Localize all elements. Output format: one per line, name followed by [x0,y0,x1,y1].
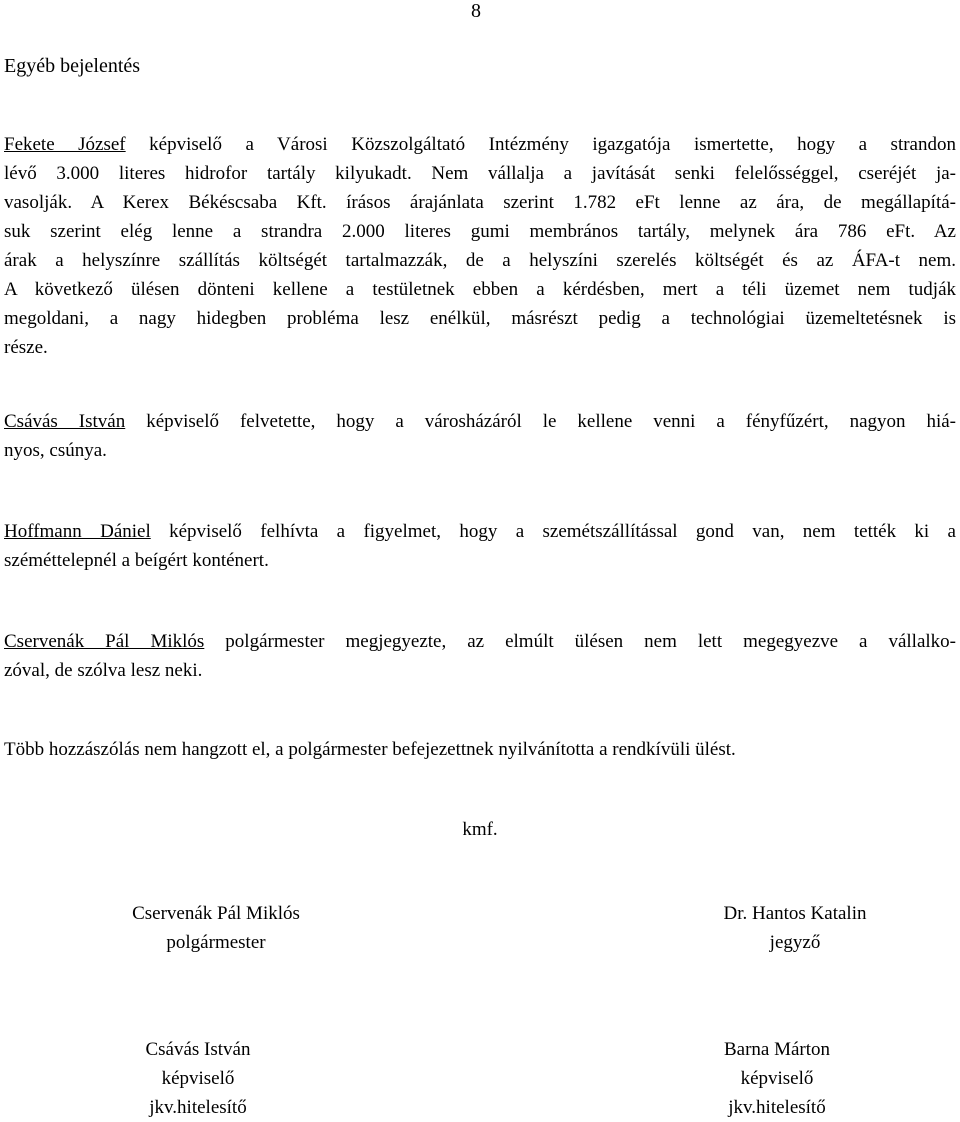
paragraph-line: része. [4,337,48,358]
signature-authenticator-2 [683,1035,871,1122]
kmf-label: kmf. [462,819,498,840]
signatory-name: Barna Márton [723,1039,831,1060]
page-number: 8 [471,0,481,22]
signatory-title: jegyző [769,932,821,953]
paragraph-line: suk szerint elég lenne a strandra 2.000 literes gumi membrános tartály, melynek ára 786 eFt. Az [4,221,956,242]
signatory-title: jkv.hitelesítő [149,1097,247,1118]
signature-notary [690,899,900,957]
paragraph-line: Több hozzászólás nem hangzott el, a polgármester befejezettnek nyilvánította a rendkívüli ülést. [4,739,736,760]
signature-authenticator-1 [108,1035,288,1122]
signature-mayor [103,899,329,957]
signatory-name: Cservenák Pál Miklós [132,903,300,924]
paragraph-line: széméttelepnél a beígért konténert. [4,550,269,571]
section-title: Egyéb bejelentés [4,55,141,77]
paragraph-line: árak a helyszínre szállítás költségét tartalmazzák, de a helyszíni szerelés költségét és az ÁFA-t nem. [4,250,956,271]
signatory-role: képviselő [740,1068,814,1089]
paragraph-line: lévő 3.000 literes hidrofor tartály kilyukadt. Nem vállalja a javítását senki felelősséggel, cseréjét ja- [4,163,956,184]
signatory-title: polgármester [166,932,266,953]
signatory-role: képviselő [161,1068,235,1089]
paragraph-line: vasolják. A Kerex Békéscsaba Kft. írásos árajánlata szerint 1.782 eFt lenne az ára, de megállapítá- [4,192,956,213]
paragraph-closing [4,735,956,764]
paragraph-line: nyos, csúnya. [4,440,107,461]
person-name-link: Csávás István [4,411,126,432]
paragraph-line: megoldani, a nagy hidegben probléma lesz enélkül, másrészt pedig a technológiai üzemeltetésnek is [4,308,956,329]
person-name-link: Hoffmann Dániel [4,521,151,542]
paragraph-hoffmann [4,517,956,575]
paragraph-line: Hoffmann Dániel képviselő felhívta a figyelmet, hogy a szemétszállítással gond van, nem tették ki a [4,521,956,542]
signatory-name: Csávás István [145,1039,251,1060]
paragraph-csavas [4,407,956,465]
paragraph-line: Fekete József képviselő a Városi Közszolgáltató Intézmény igazgatója ismertette, hogy a strandon [4,134,956,155]
paragraph-line: Csávás István képviselő felvetette, hogy a városházáról le kellene venni a fényfűzért, nagyon hiá- [4,411,957,432]
signatory-title: jkv.hitelesítő [728,1097,826,1118]
paragraph-cservenak [4,627,956,685]
paragraph-fekete [4,130,956,362]
paragraph-line: A következő ülésen dönteni kellene a testületnek ebben a kérdésben, mert a téli üzemet nem tudják [4,279,956,300]
signatory-name: Dr. Hantos Katalin [723,903,867,924]
person-name-link: Cservenák Pál Miklós [4,631,205,652]
paragraph-line: zóval, de szólva lesz neki. [4,660,203,681]
paragraph-line: Cservenák Pál Miklós polgármester megjegyezte, az elmúlt ülésen nem lett megegyezve a vállalko- [4,631,956,652]
person-name-link: Fekete József [4,134,126,155]
